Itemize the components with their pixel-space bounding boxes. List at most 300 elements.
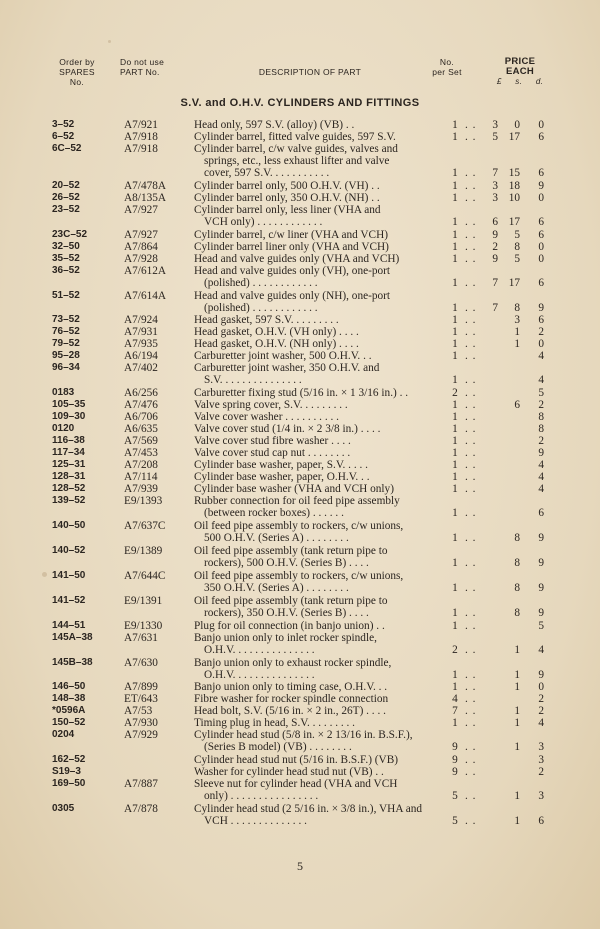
header-text: PRICE [504,56,536,67]
price-pence: 4 [538,374,544,387]
part-description [194,387,440,399]
header-order-by [50,57,104,87]
part-number: A7/208 [124,459,158,471]
part-description [194,253,440,265]
spares-number: 3–52 [52,119,75,130]
part-description [194,495,440,519]
spares-number: 117–34 [52,447,85,458]
price-pence: 6 [538,216,544,229]
price-shillings: 18 [508,180,520,192]
quantity-per-set: 1 [452,411,458,423]
quantity-per-set: 1 [452,277,458,290]
part-description [194,338,440,350]
currency-shilling: s. [515,77,523,86]
header-text: No. [439,57,455,67]
part-description [194,180,440,192]
quantity-per-set: 1 [452,557,458,570]
description-line: Cylinder barrel only, 350 O.H.V. (NH) . . [194,192,380,204]
quantity-per-set: 1 [452,253,458,265]
spares-number: 139–52 [52,495,86,506]
spares-number: 76–52 [52,326,80,337]
quantity-per-set: 1 [452,241,458,253]
price-shillings: 10 [508,192,520,204]
header-text: PART No. [120,67,160,77]
spares-number: 0183 [52,387,75,398]
price-shillings: 17 [508,131,520,143]
quantity-per-set: 1 [452,314,458,326]
spares-number: 0305 [52,803,75,814]
spares-number: 141–50 [52,570,86,581]
price-shillings: 1 [514,681,520,693]
part-number: A7/921 [124,119,158,131]
part-description [194,241,440,253]
leader-dots: . . [465,302,477,315]
quantity-per-set: 1 [452,338,458,350]
part-description [194,620,440,632]
price-pence: 4 [538,644,544,657]
price-shillings: 8 [514,241,520,253]
description-line: Head gasket, 597 S.V. . . . . . . . . [194,314,339,326]
quantity-per-set: 5 [452,790,458,803]
leader-dots: . . [465,681,477,693]
price-pence: 6 [538,229,544,241]
description-line: Cylinder barrel, fitted valve guides, 597 S.V. [194,131,396,143]
description-line: Head gasket, O.H.V. (NH only) . . . . [194,338,359,350]
part-description [194,290,440,314]
description-line: Carburetter joint washer, 350 O.H.V. and [194,362,380,374]
part-description [194,423,440,435]
leader-dots: . . [465,507,477,520]
quantity-per-set: 1 [452,229,458,241]
quantity-per-set: 9 [452,754,458,766]
price-pence: 6 [538,131,544,143]
spares-number: 23C–52 [52,229,88,240]
part-description [194,471,440,483]
spares-number: 140–52 [52,545,86,556]
quantity-per-set: 1 [452,681,458,693]
quantity-per-set: 1 [452,607,458,620]
part-description [194,143,440,179]
description-line: rockers), 500 O.H.V. (Series B) . . . . [204,557,369,570]
price-pence: 4 [538,459,544,471]
spares-number: 140–50 [52,520,86,531]
quantity-per-set: 1 [452,216,458,229]
quantity-per-set: 9 [452,741,458,754]
description-line: 350 O.H.V. (Series A) . . . . . . . . [204,582,349,595]
description-line: Cylinder head stud (2 5/16 in. × 3/8 in.), VHA and [194,803,423,815]
price-shillings: 8 [514,582,520,595]
part-number: A7/918 [124,131,158,143]
price-shillings: 17 [508,277,520,290]
leader-dots: . . [465,447,477,459]
description-line: Cylinder base washer (VHA and VCH only) [194,483,394,495]
part-number: A7/899 [124,681,158,693]
part-number: A7/53 [124,705,153,717]
price-pence: 0 [538,253,544,265]
header-text: per Set [432,67,462,77]
price-pence: 4 [538,717,544,729]
part-description [194,483,440,495]
description-line: Plug for oil connection (in banjo union) . . [194,620,385,632]
header-part-no [120,57,180,77]
description-line: cover, 597 S.V. . . . . . . . . . . [204,167,330,180]
leader-dots: . . [465,326,477,338]
spares-number: S19–3 [52,766,81,777]
part-description [194,766,440,778]
spares-number: 36–52 [52,265,80,276]
leader-dots: . . [465,216,477,229]
price-pence: 5 [538,387,544,399]
part-number: A7/476 [124,399,158,411]
part-description [194,326,440,338]
price-shillings: 1 [514,669,520,682]
price-pence: 0 [538,119,544,131]
description-line: Fibre washer for rocker spindle connection [194,693,389,705]
spares-number: *0596A [52,705,86,716]
spares-number: 125–31 [52,459,86,470]
spares-number: 32–50 [52,241,80,252]
part-number: A7/927 [124,204,158,216]
part-number: A7/631 [124,632,158,644]
description-line: Cylinder base washer, paper, S.V. . . . . [194,459,368,471]
leader-dots: . . [465,741,477,754]
price-pence: 6 [538,314,544,326]
leader-dots: . . [465,119,477,131]
price-pounds: 3 [492,119,498,131]
part-number: A7/453 [124,447,158,459]
price-pence: 9 [538,532,544,545]
description-line: Banjo union only to timing case, O.H.V. . . [194,681,388,693]
spares-number: 20–52 [52,180,80,191]
leader-dots: . . [465,253,477,265]
description-line: O.H.V. . . . . . . . . . . . . . . [204,644,315,657]
price-shillings: 1 [514,644,520,657]
quantity-per-set: 1 [452,192,458,204]
price-shillings: 1 [514,717,520,729]
price-pence: 3 [538,741,544,754]
price-pounds: 3 [492,180,498,192]
price-shillings: 8 [514,532,520,545]
description-line: Cylinder head stud (5/8 in. × 2 13/16 in. B.S.F.), [194,729,413,741]
part-number: ET/643 [124,693,158,705]
description-line: Rubber connection for oil feed pipe assembly [194,495,400,507]
part-description [194,520,440,544]
currency-pence: d. [535,77,544,86]
spares-number: 6C–52 [52,143,82,154]
description-line: Cylinder barrel, c/w liner (VHA and VCH) [194,229,388,241]
price-shillings: 15 [508,167,520,180]
quantity-per-set: 1 [452,620,458,632]
part-number: A7/928 [124,253,158,265]
part-description [194,204,440,228]
price-pounds: 5 [492,131,498,143]
spares-number: 146–50 [52,681,86,692]
spares-number: 116–38 [52,435,85,446]
price-shillings: 1 [514,338,520,350]
price-pence: 6 [538,277,544,290]
leader-dots: . . [465,483,477,495]
part-number: A7/930 [124,717,158,729]
part-number: A6/256 [124,387,158,399]
leader-dots: . . [465,557,477,570]
spares-number: 0120 [52,423,75,434]
header-text: SPARES [59,67,95,77]
part-number: A7/927 [124,229,158,241]
quantity-per-set: 1 [452,131,458,143]
quantity-per-set: 1 [452,326,458,338]
quantity-per-set: 1 [452,507,458,520]
part-number: A7/878 [124,803,158,815]
price-shillings: 5 [514,253,520,265]
description-line: Cylinder barrel only, 500 O.H.V. (VH) . . [194,180,380,192]
part-number: A7/569 [124,435,158,447]
leader-dots: . . [465,411,477,423]
part-number: E9/1391 [124,595,163,607]
price-pounds: 2 [492,241,498,253]
quantity-per-set: 2 [452,644,458,657]
part-number: A7/918 [124,143,158,155]
leader-dots: . . [465,131,477,143]
description-line: Banjo union only to inlet rocker spindle, [194,632,377,644]
description-line: Oil feed pipe assembly (tank return pipe to [194,595,388,607]
part-description [194,314,440,326]
price-pence: 4 [538,483,544,495]
header-text: No. [69,77,85,87]
spares-number: 145A–38 [52,632,93,643]
header-text: EACH [505,66,535,77]
price-pence: 8 [538,423,544,435]
currency-pound: £ [496,77,502,86]
part-description [194,229,440,241]
quantity-per-set: 1 [452,119,458,131]
description-line: Oil feed pipe assembly (tank return pipe to [194,545,388,557]
description-line: VCH . . . . . . . . . . . . . . [204,815,307,828]
description-line: Cylinder barrel liner only (VHA and VCH) [194,241,389,253]
description-line: Banjo union only to exhaust rocker spindle, [194,657,392,669]
description-line: Cylinder barrel, c/w valve guides, valves and [194,143,398,155]
header-text: Order by [59,57,95,67]
price-pence: 3 [538,754,544,766]
quantity-per-set: 5 [452,815,458,828]
part-number: A7/402 [124,362,158,374]
part-description [194,705,440,717]
part-description [194,399,440,411]
description-line: Cylinder base washer, paper, O.H.V. . . [194,471,370,483]
leader-dots: . . [465,669,477,682]
description-line: Head and valve guides only (NH), one-port [194,290,391,302]
leader-dots: . . [465,582,477,595]
description-line: (between rocker boxes) . . . . . . [204,507,344,520]
quantity-per-set: 1 [452,423,458,435]
spares-number: 6–52 [52,131,75,142]
part-description [194,131,440,143]
spares-number: 96–34 [52,362,80,373]
currency-labels [490,77,550,87]
description-line: Valve cover stud (1/4 in. × 2 3/8 in.) . . . . [194,423,381,435]
price-pence: 9 [538,582,544,595]
part-number: A6/706 [124,411,158,423]
description-line: O.H.V. . . . . . . . . . . . . . . [204,669,315,682]
spares-number: 23–52 [52,204,80,215]
leader-dots: . . [465,790,477,803]
price-pence: 4 [538,350,544,362]
price-pence: 2 [538,399,544,411]
price-pence: 3 [538,790,544,803]
part-number: A6/194 [124,350,158,362]
part-number: E9/1330 [124,620,163,632]
spares-number: 73–52 [52,314,80,325]
price-pence: 0 [538,338,544,350]
part-description [194,350,440,362]
part-description [194,362,440,386]
part-description [194,803,440,827]
part-number: A7/637C [124,520,166,532]
price-shillings: 8 [514,557,520,570]
price-pounds: 9 [492,229,498,241]
part-number: A7/935 [124,338,158,350]
price-shillings: 5 [514,229,520,241]
leader-dots: . . [465,607,477,620]
quantity-per-set: 1 [452,582,458,595]
spares-number: 150–52 [52,717,86,728]
quantity-per-set: 2 [452,387,458,399]
spares-number: 148–38 [52,693,86,704]
part-number: E9/1393 [124,495,163,507]
quantity-per-set: 1 [452,350,458,362]
description-line: (Series B model) (VB) . . . . . . . . [204,741,352,754]
part-number: A8/135A [124,192,167,204]
leader-dots: . . [465,705,477,717]
part-number: A7/939 [124,483,158,495]
price-pounds: 7 [492,167,498,180]
part-number: A7/864 [124,241,158,253]
leader-dots: . . [465,350,477,362]
leader-dots: . . [465,754,477,766]
part-description [194,459,440,471]
leader-dots: . . [465,241,477,253]
price-pounds: 7 [492,277,498,290]
description-line: Head and valve guides only (VH), one-port [194,265,391,277]
part-description [194,693,440,705]
spares-number: 162–52 [52,754,86,765]
description-line: Sleeve nut for cylinder head (VHA and VCH [194,778,398,790]
part-description [194,778,440,802]
price-shillings: 1 [514,741,520,754]
part-description [194,681,440,693]
part-number: A7/929 [124,729,158,741]
price-pence: 2 [538,326,544,338]
price-pounds: 7 [492,302,498,315]
quantity-per-set: 1 [452,447,458,459]
description-line: Carburetter fixing stud (5/16 in. × 1 3/16 in.) . . [194,387,409,399]
price-shillings: 0 [514,119,520,131]
leader-dots: . . [465,387,477,399]
description-line: Valve cover washer . . . . . . . . . . [194,411,339,423]
leader-dots: . . [465,815,477,828]
quantity-per-set: 1 [452,302,458,315]
spares-number: 105–35 [52,399,86,410]
price-pence: 2 [538,435,544,447]
part-number: E9/1389 [124,545,163,557]
spares-number: 128–31 [52,471,86,482]
price-pence: 6 [538,815,544,828]
leader-dots: . . [465,167,477,180]
header-per-set [424,57,470,77]
description-line: Valve spring cover, S.V. . . . . . . . . [194,399,348,411]
leader-dots: . . [465,766,477,778]
description-line: Cylinder head stud nut (5/16 in. B.S.F.) (VB) [194,754,399,766]
leader-dots: . . [465,180,477,192]
price-pounds: 3 [492,192,498,204]
spares-number: 169–50 [52,778,86,789]
quantity-per-set: 7 [452,705,458,717]
leader-dots: . . [465,423,477,435]
spares-number: 79–52 [52,338,80,349]
price-pence: 9 [538,607,544,620]
description-line: Valve cover stud fibre washer . . . . [194,435,351,447]
quantity-per-set: 1 [452,669,458,682]
part-number: A7/644C [124,570,166,582]
spares-number: 141–52 [52,595,86,606]
spares-number: 145B–38 [52,657,93,668]
part-number: A7/114 [124,471,158,483]
description-line: Head and valve guides only (VHA and VCH) [194,253,400,265]
price-shillings: 1 [514,790,520,803]
paper-spot [108,40,111,43]
part-description [194,435,440,447]
quantity-per-set: 4 [452,693,458,705]
description-line: Head gasket, O.H.V. (VH only) . . . . [194,326,359,338]
description-line: Cylinder barrel only, less liner (VHA and [194,204,381,216]
description-line: Head only, 597 S.V. (alloy) (VB) . . [194,119,355,131]
price-shillings: 17 [508,216,520,229]
leader-dots: . . [465,314,477,326]
description-line: (polished) . . . . . . . . . . . . [204,302,318,315]
leader-dots: . . [465,435,477,447]
price-pence: 6 [538,507,544,520]
part-description [194,595,440,619]
spares-number: 109–30 [52,411,86,422]
part-number: A7/478A [124,180,167,192]
part-description [194,729,440,753]
leader-dots: . . [465,717,477,729]
leader-dots: . . [465,192,477,204]
quantity-per-set: 1 [452,471,458,483]
part-number: A6/635 [124,423,158,435]
price-pence: 9 [538,447,544,459]
leader-dots: . . [465,532,477,545]
price-shillings: 8 [514,607,520,620]
quantity-per-set: 1 [452,435,458,447]
leader-dots: . . [465,399,477,411]
leader-dots: . . [465,644,477,657]
price-pence: 5 [538,620,544,632]
price-pence: 9 [538,302,544,315]
part-description [194,119,440,131]
spares-number: 144–51 [52,620,86,631]
description-line: Washer for cylinder head stud nut (VB) . . [194,766,384,778]
spares-number: 26–52 [52,192,80,203]
leader-dots: . . [465,620,477,632]
description-line: springs, etc., less exhaust lifter and valve [204,155,390,168]
description-line: Oil feed pipe assembly to rockers, c/w unions, [194,520,404,532]
price-shillings: 1 [514,705,520,717]
price-pence: 2 [538,766,544,778]
leader-dots: . . [465,277,477,290]
quantity-per-set: 1 [452,532,458,545]
price-shillings: 3 [514,314,520,326]
price-pence: 8 [538,411,544,423]
